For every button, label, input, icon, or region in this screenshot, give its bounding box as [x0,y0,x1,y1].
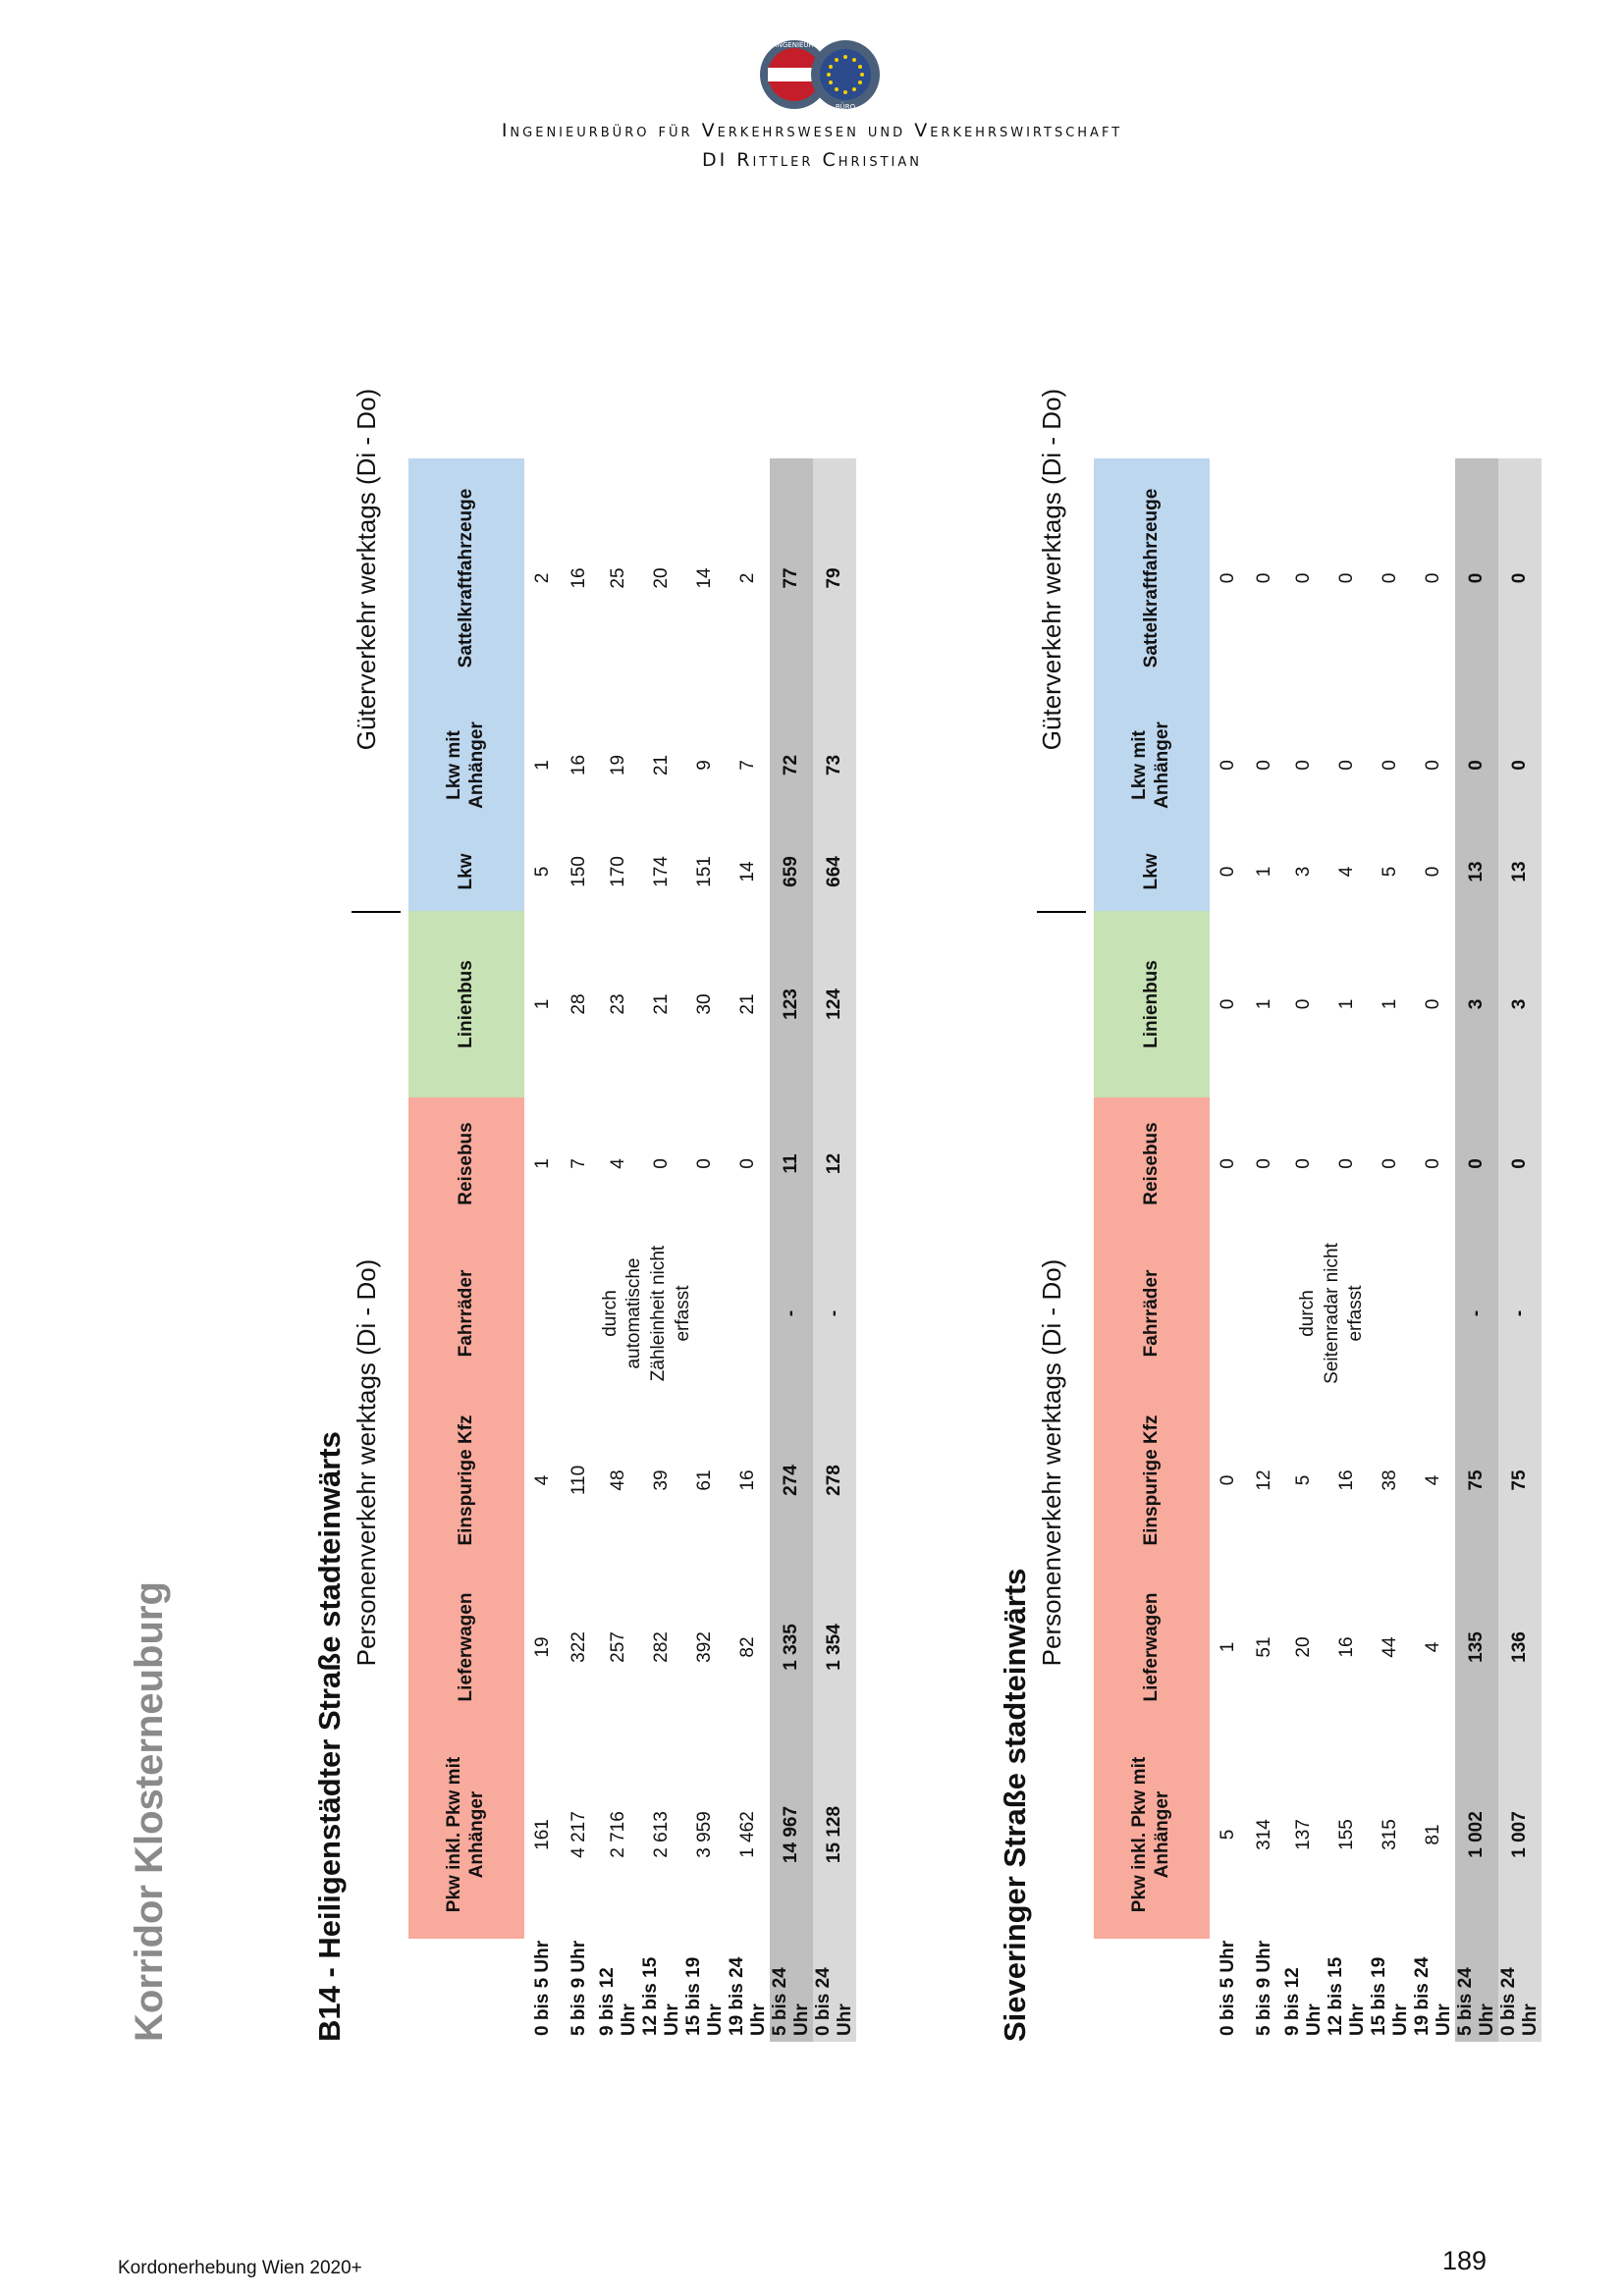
header-reisebus: Reisebus [1094,1097,1210,1230]
header-company-name: Ingenieurbüro für Verkehrswesen und Verkehrswirtschaft [501,120,1123,141]
header-lkw: Lkw [408,832,524,911]
fahrrad-note: durch automatische Zähleinheit nicht erfasst [599,1245,693,1382]
table-row: 0 bis 5 Uhr 5 1 0 durch Seitenradar nicht erfasst 0 0 0 0 0 [1210,458,1246,2042]
table-row: 9 bis 12 Uhr 137 20 5 0 0 3 0 0 [1282,572,1325,2036]
header-sattelkraft: Sattelkraftfahrzeuge [1094,458,1210,698]
table-row: 12 bis 15 Uhr 2 613 282 39 0 21 174 21 20 [640,567,682,2036]
table-title: Sieveringer Straße stadteinwärts [998,1568,1032,2042]
header-lkw-anhaenger: Lkw mit Anhänger [1094,698,1210,832]
corridor-title: Korridor Klosterneuburg [128,1581,171,2042]
table-title: B14 - Heiligenstädter Straße stadteinwärts [312,1431,347,2042]
table-header-row [1094,458,1210,2042]
header-reisebus: Reisebus [408,1097,524,1230]
header-person-name: DI Rittler Christian [701,149,923,171]
table-header-row [408,458,524,2042]
rotated-content [118,177,1571,2042]
table-row-sum: 5 bis 24 Uhr 14 967 1 335 274 - 11 123 659 72 77 [770,458,813,2042]
company-logo [751,35,889,114]
table-row-total: 0 bis 24 Uhr 15 128 1 354 278 - 12 124 664 73 79 [813,458,856,2042]
table-row: 5 bis 9 Uhr 4 217 322 110 7 28 150 16 16 [568,567,589,2036]
header-lkw: Lkw [1094,832,1210,911]
header-linienbus: Linienbus [408,911,524,1097]
fahrrad-note: durch Seitenradar nicht erfasst [1296,1243,1367,1384]
svg-text:INGENIEUR: INGENIEUR [775,41,814,49]
header-sattelkraft: Sattelkraftfahrzeuge [408,458,524,698]
table-row: 0 bis 5 Uhr 161 19 4 durch automatische Zähleinheit nicht erfasst 1 1 5 1 2 [524,458,561,2042]
table-row: 19 bis 24 Uhr 1 462 82 16 0 21 14 7 2 [727,572,769,2036]
header-einspurig: Einspurige Kfz [408,1397,524,1564]
table-row: 9 bis 12 Uhr 2 716 257 48 4 23 170 19 25 [597,567,639,2036]
header-lkw-anhaenger: Lkw mit Anhänger [408,698,524,832]
header-blank [1094,1939,1210,2042]
header-blank [408,1939,524,2042]
group-label-gueterverkehr: Güterverkehr werktags (Di - Do) [1037,388,1066,751]
svg-text:BÜRO: BÜRO [835,103,856,111]
header-pkw: Pkw inkl. Pkw mit Anhänger [408,1731,524,1939]
table-row-total: 0 bis 24 Uhr 1 007 136 75 - 0 3 13 0 0 [1498,458,1542,2042]
traffic-table [1094,458,1542,2042]
header-fahrraeder: Fahrräder [1094,1230,1210,1397]
header-linienbus: Linienbus [1094,911,1210,1097]
footer-document-title: Kordonerhebung Wien 2020+ [118,2258,362,2278]
table-row: 19 bis 24 Uhr 81 4 4 0 0 0 0 0 [1412,572,1454,2036]
header-fahrraeder: Fahrräder [408,1230,524,1397]
group-divider [352,911,401,913]
header-pkw: Pkw inkl. Pkw mit Anhänger [1094,1731,1210,1939]
table-row: 15 bis 19 Uhr 3 959 392 61 0 30 151 9 14 [683,567,726,2036]
page-number: 189 [1441,2246,1487,2275]
header-einspurig: Einspurige Kfz [1094,1397,1210,1564]
table-row: 15 bis 19 Uhr 315 44 38 0 1 5 0 0 [1369,572,1411,2036]
table-row: 5 bis 9 Uhr 314 51 12 0 1 1 0 0 [1253,572,1274,2036]
header-lieferwagen: Lieferwagen [408,1564,524,1731]
group-label-personenverkehr: Personenverkehr werktags (Di - Do) [1037,1258,1066,1667]
group-label-gueterverkehr: Güterverkehr werktags (Di - Do) [352,388,381,751]
table-row: 12 bis 15 Uhr 155 16 16 0 1 4 0 0 [1326,572,1368,2036]
group-label-personenverkehr: Personenverkehr werktags (Di - Do) [352,1258,381,1667]
table-row-sum: 5 bis 24 Uhr 1 002 135 75 - 0 3 13 0 0 [1455,458,1498,2042]
header-lieferwagen: Lieferwagen [1094,1564,1210,1731]
group-divider [1037,911,1086,913]
traffic-table [408,458,856,2042]
